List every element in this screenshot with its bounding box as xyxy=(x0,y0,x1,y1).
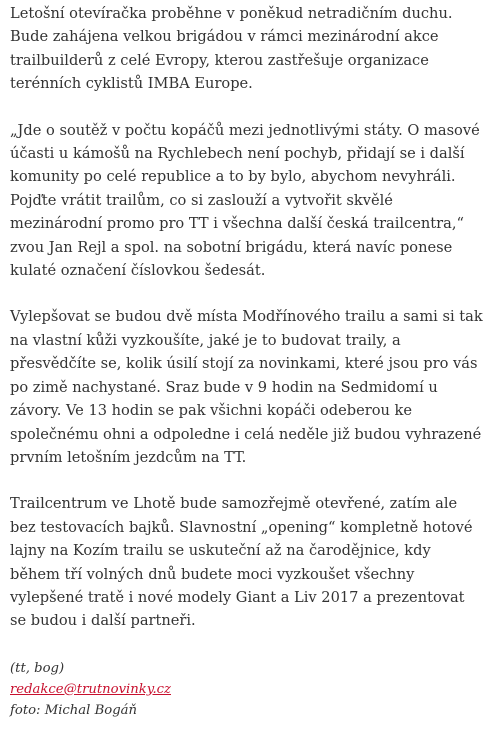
article-signature xyxy=(10,658,484,721)
author-initials: (tt, bog) xyxy=(10,660,65,676)
article-paragraph-3: Vylepšovat se budou dvě místa Modřínového trailu a sami si tak na vlastní kůži vyzkoušíte, jaké je to budovat traily, a přesvědčíte se, kolik úsilí stojí za novinkami, které jsou pro vás po zimě nachystané. Sraz bude v 9 hodin na Sedmidomí u závory. Ve 13 hodin se pak všichni kopáči odeberou ke společnému ohni a odpoledne i celá neděle již budou vyhrazené prvním letošním jezdcům na TT. xyxy=(10,308,483,466)
editor-email-link[interactable]: redakce@trutnovinky.cz xyxy=(10,681,171,697)
photo-credit: foto: Michal Bogáň xyxy=(10,702,137,718)
article-paragraph-2: „Jde o soutěž v počtu kopáčů mezi jednotlivými státy. O masové účasti u kámošů na Rychlebech není pochyb, přidají se i další komunity po celé republice a to by bylo, abychom nevyhráli. Pojďte vrátit trailům, co si zaslouží a vytvořit skvělé mezinárodní promo pro TT i všechna další česká trailcentra,“ zvou Jan Rejl a spol. na sobotní brigádu, která navíc ponese kulaté označení číslovkou šedesát. xyxy=(10,121,480,280)
article-paragraph-4: Trailcentrum ve Lhotě bude samozřejmě otevřené, zatím ale bez testovacích bajků. Slavnostní „opening“ kompletně hotové lajny na Kozím trailu se uskuteční až na čarodějnice, kdy během tří volných dnů budete moci vyzkoušet všechny vylepšené tratě i nové modely Giant a Liv 2017 a prezentovat se budou i další partneři. xyxy=(10,495,473,630)
article-paragraph-1: Letošní otevíračka proběhne v poněkud netradičním duchu. Bude zahájena velkou brigádou v rámci mezinárodní akce trailbuilderů z celé Evropy, kterou zastřešuje organizace terénních cyklistů IMBA Europe. xyxy=(10,5,453,93)
article-body xyxy=(10,0,484,721)
